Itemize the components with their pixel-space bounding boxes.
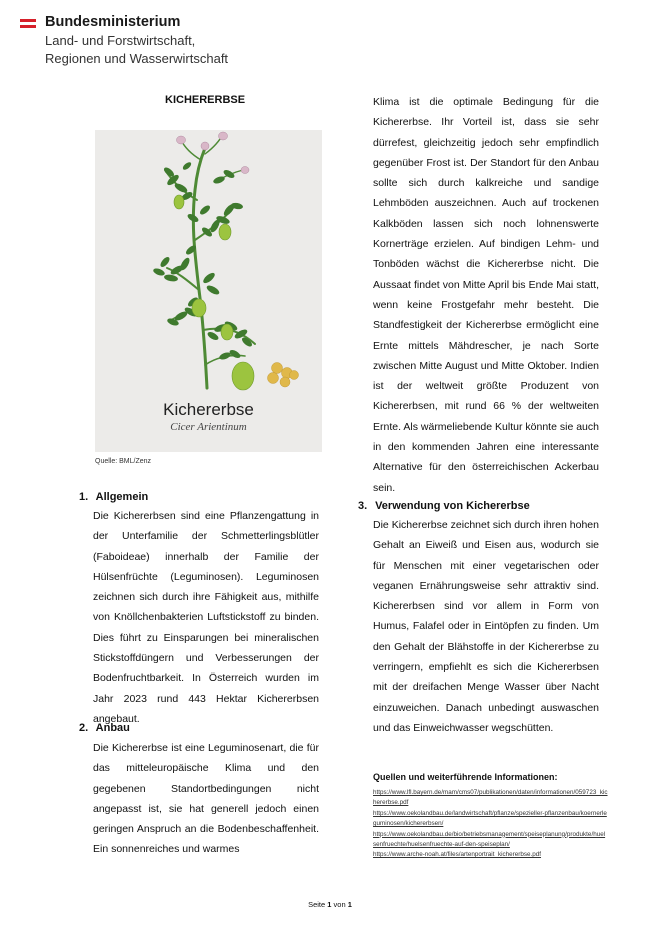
footer-page-number: 1 [327, 900, 332, 909]
reference-link[interactable]: https://www.arche-noah.at/files/artenportrait_kichererbse.pdf [373, 851, 542, 859]
section-title: Allgemein [95, 491, 149, 503]
page-footer [0, 900, 660, 909]
references-list [373, 788, 608, 861]
footer-prefix: Seite [308, 900, 326, 909]
reference-link[interactable]: https://www.oekolandbau.de/bio/betriebsmanagement/speiseplanung/produkte/huelsenfruechte/huelsenfruechte-auf-den-speiseplan/ [373, 830, 606, 849]
section-text-verwendung: Die Kichererbse zeichnet sich durch ihren hohen Gehalt an Eiweiß und Eisen aus, wodurch sie für Menschen mit einer vegetarischen oder veganen Ernährungsweise sehr attraktiv sind. Kichererbsen sind vor allem in Form von Humus, Falafel oder in Eintöpfen zu finden. Um den Gehalt der Blähstoffe in der Kichererbse zu verringern, empfiehlt es sich die Kichererbsen mit der dreifachen Menge Wasser über Nacht einzuweichen. Danach unbedingt auswaschen und das Einweichwasser wegschütten. [373, 519, 599, 734]
section-number: 1. [79, 491, 89, 503]
section-text-anbau: Die Kichererbse ist eine Leguminosenart, die für das mitteleuropäische Klima und den gegebenen Standortbedingungen nicht angepasst ist, sie hat generell jedoch einen geringen Anspruch an die Bodenbeschaffenheit. Ein sonnenreiches und warmes [93, 742, 319, 856]
section-heading-anbau [79, 722, 130, 734]
figure-caption: Quelle: BML/Zenz [95, 458, 152, 465]
section-heading-verwendung [358, 500, 530, 512]
ministry-name-line2: Land- und Forstwirtschaft, [45, 33, 196, 48]
section-number: 3. [358, 500, 368, 512]
ministry-name-line1: Bundesministerium [45, 14, 181, 30]
references-title: Quellen und weiterführende Informationen: [373, 772, 558, 782]
reference-link[interactable]: https://www.oekolandbau.de/landwirtschaft/pflanze/spezieller-pflanzenbau/koernerleguminosen/kichererbsen/ [373, 809, 607, 828]
section-title: Anbau [95, 722, 130, 734]
footer-total-pages: 1 [347, 900, 352, 909]
section-heading-allgemein [79, 491, 148, 503]
ministry-name-line3: Regionen und Wasserwirtschaft [45, 51, 229, 66]
figure-latin-name: Cicer Arientinum [170, 421, 247, 433]
chickpea-illustration [95, 130, 322, 452]
reference-link[interactable]: https://www.lfl.bayern.de/mam/cms07/publikationen/daten/informationen/059723_kichererbse.pdf [373, 789, 608, 807]
document-title: KICHERERBSE [165, 94, 246, 106]
section-number: 2. [79, 722, 89, 734]
section-title: Verwendung von Kichererbse [375, 500, 530, 512]
austria-flag-logo [20, 19, 36, 28]
section-text-allgemein: Die Kichererbsen sind eine Pflanzengattung in der Unterfamilie der Schmetterlingsblütler (Faboideae) innerhalb der Familie der Hülsenfrüchte (Leguminosen). Leguminosen zeichnen sich durch ihre Fähigkeit aus, mithilfe von Knöllchenbakterien Luftstickstoff zu binden. Dies führt zu Einsparungen bei mineralischen Stickstoffdüngern und Verbesserungen der Bodenfruchtbarkeit. In Österreich wurden im Jahr 2023 rund 443 Hektar Kichererbsen angebaut. [93, 510, 319, 725]
section-text-anbau-continued: Klima ist die optimale Bedingung für die Kichererbse. Ihr Vorteil ist, dass sie sehr dürrefest, gleichzeitig jedoch sehr empfindlich gegenüber Frost ist. Der Standort für den Anbau sollte sich durch kalkreiche und sandige Lehmböden auszeichnen. Auch auf trockenen Kalkböden lassen sich noch lohnenswerte Kornerträge erzielen. Auf bindigen Lehm- und Tonböden wächst die Kichererbse nicht. Die Aussaat findet von Mitte April bis Ende Mai statt, wenn keine Frostgefahr mehr besteht. Die Standfestigkeit der Kichererbse ermöglicht eine Ernte mittels Mähdrescher, je nach Sorte zwischen Mitte August und Mitte Oktober. Indien ist der weltweit größte Produzent von Kichererbsen, mit rund 66 % der weltweiten Ernte. Als wärmeliebende Kultur könnte sie auch in den kommenden Jahren eine interessante Alternative für den österreichischen Ackerbau sein. [373, 96, 599, 494]
figure-plant-name: Kichererbse [163, 400, 254, 419]
footer-of: von [333, 900, 346, 909]
